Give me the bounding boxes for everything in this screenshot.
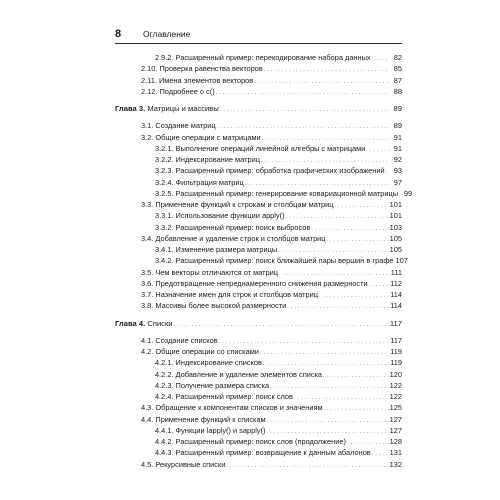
toc-entry-page: 127 — [389, 425, 402, 435]
toc-section-chapter3 — [115, 120, 413, 311]
chapter-title: Матрицы и массивы — [147, 104, 219, 113]
page-number: 8 — [115, 28, 122, 40]
toc-entry[interactable] — [115, 289, 402, 300]
toc-entry[interactable] — [115, 402, 402, 413]
chapter-heading[interactable] — [115, 318, 402, 329]
toc-entry-label: 3.8. Массивы более высокой размерности — [141, 301, 287, 311]
toc-entry-label: 3.2.2. Индексирование матриц — [155, 155, 260, 164]
toc-entry-label: 4.4. Применение функций к спискам — [141, 414, 266, 424]
toc-entry-page: 125 — [389, 403, 402, 413]
toc-entry-page: 89 — [393, 121, 402, 131]
toc-entry-page: 122 — [389, 380, 402, 390]
chapter-prefix: Глава 4. — [115, 318, 146, 328]
toc-entry-page: 97 — [393, 177, 402, 187]
toc-entry[interactable] — [115, 154, 402, 165]
toc-entry-label: 3.2. Общие операции с матрицами — [141, 132, 261, 142]
toc-entry-label: 4.2.3. Получение размера списка — [155, 380, 270, 390]
toc-entry[interactable] — [115, 357, 402, 368]
toc-entry-label: 2.12. Подробнее о c() — [141, 86, 215, 96]
toc-entry[interactable] — [115, 222, 402, 233]
toc-entry[interactable] — [115, 267, 402, 278]
chapter-page: 117 — [389, 318, 402, 328]
toc-entry-page: 92 — [393, 155, 402, 164]
toc-entry[interactable] — [115, 436, 402, 447]
toc-entry[interactable] — [115, 380, 402, 391]
toc-entry[interactable] — [115, 244, 402, 255]
toc-entry-label: 3.2.5. Расширенный пример: генерирование ковариационной матрицы — [155, 188, 399, 198]
dot-leader — [174, 318, 389, 331]
toc-entry-label: 4.5. Рекурсивные списки — [141, 459, 226, 469]
toc-entry-label: 3.2.4. Фильтрация матриц — [155, 177, 244, 187]
toc-entry[interactable] — [115, 165, 402, 176]
toc-entry[interactable] — [115, 335, 402, 346]
toc-entry[interactable] — [115, 255, 408, 266]
chapter-prefix: Глава 3. — [115, 104, 146, 113]
toc-entry-page: 127 — [389, 414, 402, 424]
toc-entry-label: 4.2. Общие операции со списками — [141, 347, 259, 356]
toc-entry-label: 4.3. Обращение к компонентам списков и значениям — [141, 403, 323, 413]
toc-entry-page: 114 — [390, 301, 402, 311]
toc-entry-page: 119 — [390, 358, 402, 368]
toc-entry-page: 131 — [389, 448, 402, 458]
toc-entry-page: 132 — [389, 459, 402, 469]
table-of-contents — [115, 52, 413, 470]
toc-section-chapter4 — [115, 335, 402, 470]
toc-entry-label: 3.3. Применение функций к строкам и столбцам матриц — [141, 200, 334, 209]
page-header — [115, 27, 402, 44]
toc-entry[interactable] — [115, 447, 402, 458]
toc-entry-label: 4.2.4. Расширенный пример: поиск слов — [155, 392, 293, 401]
page-title: Оглавление — [143, 29, 191, 39]
toc-entry-label: 3.2.3. Расширенный пример: обработка графических изображений — [155, 166, 385, 176]
toc-entry-label: 4.4.2. Расширенный пример: поиск слов (продолжение) — [155, 437, 346, 446]
toc-entry[interactable] — [115, 346, 402, 357]
toc-entry-page: 87 — [393, 75, 402, 85]
toc-entry-page: 122 — [389, 392, 402, 401]
toc-entry-label: 2.9.2. Расширенный пример: перекодирование набора данных — [155, 53, 371, 62]
toc-entry[interactable] — [115, 143, 402, 154]
toc-entry-label: 3.3.2. Расширенный пример: поиск выбросов — [155, 222, 311, 232]
chapter-label — [115, 318, 173, 329]
toc-entry-label: 3.3.1. Использование функции apply() — [155, 211, 285, 221]
toc-entry-page: 105 — [389, 233, 402, 243]
chapter-title: Списки — [147, 318, 173, 328]
toc-entry[interactable] — [115, 425, 402, 436]
chapter-page: 89 — [393, 104, 402, 113]
toc-entry-page: 88 — [393, 86, 402, 96]
toc-entry-label: 4.2.1. Индексирование списков — [155, 358, 262, 368]
toc-entry-page: 107 — [395, 256, 408, 266]
toc-entry-label: 2.11. Имена элементов векторов — [141, 75, 254, 85]
dot-leader — [216, 86, 389, 99]
dot-leader — [226, 459, 388, 472]
toc-entry[interactable] — [115, 75, 402, 86]
dot-leader — [220, 103, 389, 116]
toc-entry-page: 128 — [389, 437, 402, 446]
toc-entry-label: 3.1. Создание матриц — [141, 121, 216, 131]
toc-entry[interactable] — [115, 278, 402, 289]
toc-entry-page: 101 — [389, 211, 402, 221]
chapter-heading[interactable] — [115, 103, 402, 114]
toc-entry-page: 120 — [389, 369, 402, 379]
toc-entry-label: 4.2.2. Добавление и удаление элементов списка — [155, 369, 323, 379]
toc-entry-page: 117 — [390, 335, 402, 345]
toc-entry-label: 3.2.1. Выполнение операций линейной алгебры с матрицами — [155, 143, 366, 153]
toc-entry-page: 91 — [393, 132, 402, 142]
toc-entry[interactable] — [115, 210, 402, 221]
toc-entry[interactable] — [115, 86, 402, 97]
toc-entry-page: 91 — [393, 143, 402, 153]
toc-section-chapter2-tail — [115, 52, 402, 97]
dot-leader — [287, 300, 389, 313]
toc-entry[interactable] — [115, 199, 402, 210]
chapter-label — [115, 103, 219, 114]
toc-entry-page: 105 — [389, 245, 402, 254]
toc-entry-label: 4.4.3. Расширенный пример: возвращение к данным абалонов — [155, 448, 371, 458]
toc-entry[interactable] — [115, 52, 402, 63]
toc-entry[interactable] — [115, 459, 402, 470]
toc-entry-page: 103 — [389, 222, 402, 232]
toc-entry-label: 4.4.1. Функции lapply() и sapply() — [155, 425, 266, 435]
toc-entry[interactable] — [115, 300, 402, 311]
toc-entry[interactable] — [115, 233, 402, 244]
toc-entry[interactable] — [115, 188, 413, 199]
toc-entry-label: 4.1. Создание списков — [141, 335, 218, 345]
toc-entry[interactable] — [115, 369, 402, 380]
toc-entry-label: 2.10. Проверка равенства векторов — [141, 64, 263, 74]
toc-entry[interactable] — [115, 132, 402, 143]
toc-entry-label: 3.4.2. Расширенный пример: поиск ближайшей пары вершин в графе — [155, 256, 394, 266]
toc-entry[interactable] — [115, 414, 402, 425]
toc-entry-page: 82 — [393, 53, 402, 62]
toc-entry[interactable] — [115, 120, 402, 131]
toc-entry-label: 3.4. Добавление и удаление строк и столбцов матриц — [141, 233, 326, 243]
toc-entry-page: 93 — [393, 166, 402, 176]
toc-entry-page: 111 — [390, 267, 402, 277]
toc-entry-page: 119 — [390, 347, 402, 356]
toc-entry-label: 3.5. Чем векторы отличаются от матриц — [141, 267, 278, 277]
toc-entry-page: 99 — [403, 188, 413, 198]
toc-entry[interactable] — [115, 63, 402, 74]
toc-entry-label: 3.4.1. Изменение размера матрицы — [155, 245, 278, 254]
toc-entry-page: 85 — [393, 64, 402, 74]
toc-entry-page: 114 — [390, 290, 402, 299]
toc-entry[interactable] — [115, 177, 402, 188]
toc-entry[interactable] — [115, 391, 402, 402]
toc-entry-label: 3.7. Назначение имен для строк и столбцов матриц — [141, 290, 319, 299]
toc-entry-page: 112 — [390, 278, 402, 288]
toc-entry-label: 3.6. Предотвращение непреднамеренного снижения размерности — [141, 278, 368, 288]
toc-entry-page: 101 — [389, 200, 402, 209]
